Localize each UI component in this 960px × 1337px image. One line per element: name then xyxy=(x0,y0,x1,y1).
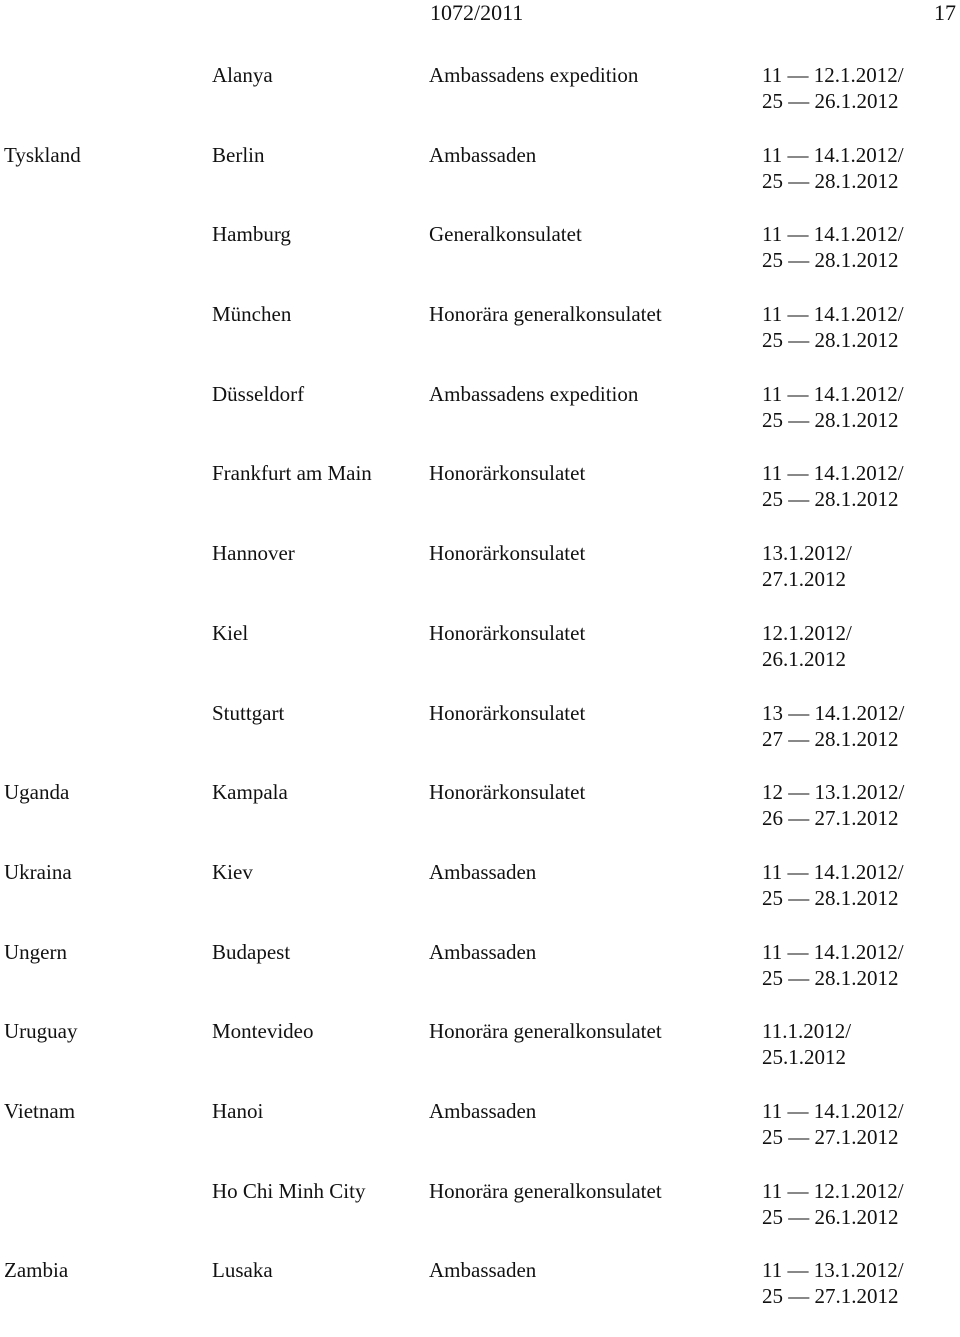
dates-cell xyxy=(762,221,904,273)
dates-cell xyxy=(762,939,904,991)
date-line: 11 — 14.1.2012/ xyxy=(762,222,904,247)
city-cell: Lusaka xyxy=(212,1258,273,1283)
dates-cell xyxy=(762,540,852,592)
mission-cell: Generalkonsulatet xyxy=(429,222,582,247)
table-row xyxy=(0,62,960,142)
country-cell: Zambia xyxy=(4,1258,69,1283)
mission-cell: Ambassaden xyxy=(429,1098,537,1123)
mission-cell: Honorärkonsulatet xyxy=(429,541,586,566)
date-line: 11 — 12.1.2012/ xyxy=(762,63,904,87)
page-header xyxy=(0,0,960,30)
date-line: 11 — 13.1.2012/ xyxy=(762,1258,904,1283)
mission-cell: Honorärkonsulatet xyxy=(429,700,586,725)
dates-cell xyxy=(762,1257,904,1309)
mission-cell: Honorära generalkonsulatet xyxy=(429,1019,662,1044)
table-row xyxy=(0,779,960,859)
city-cell: Kampala xyxy=(212,780,288,805)
city-cell: Düsseldorf xyxy=(212,381,305,406)
date-line: 11 — 14.1.2012/ xyxy=(762,302,904,327)
consulate-schedule-table xyxy=(0,62,960,1337)
date-line: 11 — 14.1.2012/ xyxy=(762,939,904,964)
mission-cell: Honorärkonsulatet xyxy=(429,780,586,805)
table-row xyxy=(0,859,960,939)
date-line: 25 — 26.1.2012 xyxy=(762,1204,899,1229)
dates-cell xyxy=(762,779,904,831)
date-line: 25 — 28.1.2012 xyxy=(762,328,899,353)
table-row xyxy=(0,301,960,381)
mission-cell: Ambassaden xyxy=(429,939,537,964)
mission-cell: Honorära generalkonsulatet xyxy=(429,302,662,327)
mission-cell: Ambassaden xyxy=(429,1258,537,1283)
table-row xyxy=(0,1257,960,1337)
country-cell: Uganda xyxy=(4,780,70,805)
date-line: 27 — 28.1.2012 xyxy=(762,726,899,751)
date-line: 25 — 28.1.2012 xyxy=(762,965,899,990)
date-line: 13 — 14.1.2012/ xyxy=(762,700,905,725)
table-row xyxy=(0,700,960,780)
page-number: 17 xyxy=(934,0,956,25)
date-line: 25 — 27.1.2012 xyxy=(762,1124,899,1149)
country-cell: Vietnam xyxy=(4,1098,76,1123)
table-row xyxy=(0,540,960,620)
city-cell: Hamburg xyxy=(212,222,291,247)
date-line: 25 — 26.1.2012 xyxy=(762,89,899,113)
table-row xyxy=(0,221,960,301)
country-cell: Uruguay xyxy=(4,1019,78,1044)
table-row xyxy=(0,381,960,461)
table-row xyxy=(0,1178,960,1258)
date-line: 25 — 28.1.2012 xyxy=(762,885,899,910)
dates-cell xyxy=(762,1098,904,1150)
mission-cell: Ambassaden xyxy=(429,859,537,884)
date-line: 11 — 14.1.2012/ xyxy=(762,142,904,167)
date-line: 25 — 28.1.2012 xyxy=(762,407,899,432)
table-row xyxy=(0,460,960,540)
dates-cell xyxy=(762,62,904,114)
city-cell: Berlin xyxy=(212,142,265,167)
date-line: 11 — 14.1.2012/ xyxy=(762,859,904,884)
date-line: 26 — 27.1.2012 xyxy=(762,806,899,831)
city-cell: Alanya xyxy=(212,63,273,87)
country-cell: Ungern xyxy=(4,939,67,964)
date-line: 26.1.2012 xyxy=(762,646,846,671)
table-row xyxy=(0,142,960,222)
city-cell: Kiel xyxy=(212,620,249,645)
dates-cell xyxy=(762,142,904,194)
date-line: 12 — 13.1.2012/ xyxy=(762,780,905,805)
mission-cell: Honorära generalkonsulatet xyxy=(429,1178,662,1203)
date-line: 11 — 14.1.2012/ xyxy=(762,461,904,486)
dates-cell xyxy=(762,700,904,752)
country-cell: Tyskland xyxy=(4,142,81,167)
city-cell: Ho Chi Minh City xyxy=(212,1178,366,1203)
city-cell: Hanoi xyxy=(212,1098,264,1123)
date-line: 12.1.2012/ xyxy=(762,620,852,645)
date-line: 11 — 14.1.2012/ xyxy=(762,1098,904,1123)
table-row xyxy=(0,939,960,1019)
date-line: 11 — 12.1.2012/ xyxy=(762,1178,904,1203)
country-cell: Ukraina xyxy=(4,859,72,884)
date-line: 25 — 28.1.2012 xyxy=(762,487,899,512)
date-line: 25 — 28.1.2012 xyxy=(762,168,899,193)
city-cell: Kiev xyxy=(212,859,253,884)
mission-cell: Honorärkonsulatet xyxy=(429,461,586,486)
city-cell: Hannover xyxy=(212,541,295,566)
date-line: 11.1.2012/ xyxy=(762,1019,852,1044)
table-row xyxy=(0,620,960,700)
city-cell: Frankfurt am Main xyxy=(212,461,372,486)
dates-cell xyxy=(762,381,904,433)
date-line: 25 — 28.1.2012 xyxy=(762,248,899,273)
dates-cell xyxy=(762,620,852,672)
city-cell: Montevideo xyxy=(212,1019,314,1044)
dates-cell xyxy=(762,1178,904,1230)
dates-cell xyxy=(762,1018,851,1070)
mission-cell: Ambassadens expedition xyxy=(429,381,639,406)
dates-cell xyxy=(762,859,904,911)
date-line: 27.1.2012 xyxy=(762,567,846,592)
mission-cell: Ambassadens expedition xyxy=(429,63,639,87)
city-cell: Budapest xyxy=(212,939,291,964)
table-row xyxy=(0,1018,960,1098)
date-line: 25 — 27.1.2012 xyxy=(762,1284,899,1309)
city-cell: Stuttgart xyxy=(212,700,285,725)
document-number: 1072/2011 xyxy=(430,0,524,25)
dates-cell xyxy=(762,460,904,512)
date-line: 13.1.2012/ xyxy=(762,541,852,566)
date-line: 11 — 14.1.2012/ xyxy=(762,381,904,406)
mission-cell: Ambassaden xyxy=(429,142,537,167)
mission-cell: Honorärkonsulatet xyxy=(429,620,586,645)
city-cell: München xyxy=(212,302,292,327)
dates-cell xyxy=(762,301,904,353)
table-row xyxy=(0,1098,960,1178)
date-line: 25.1.2012 xyxy=(762,1045,846,1070)
